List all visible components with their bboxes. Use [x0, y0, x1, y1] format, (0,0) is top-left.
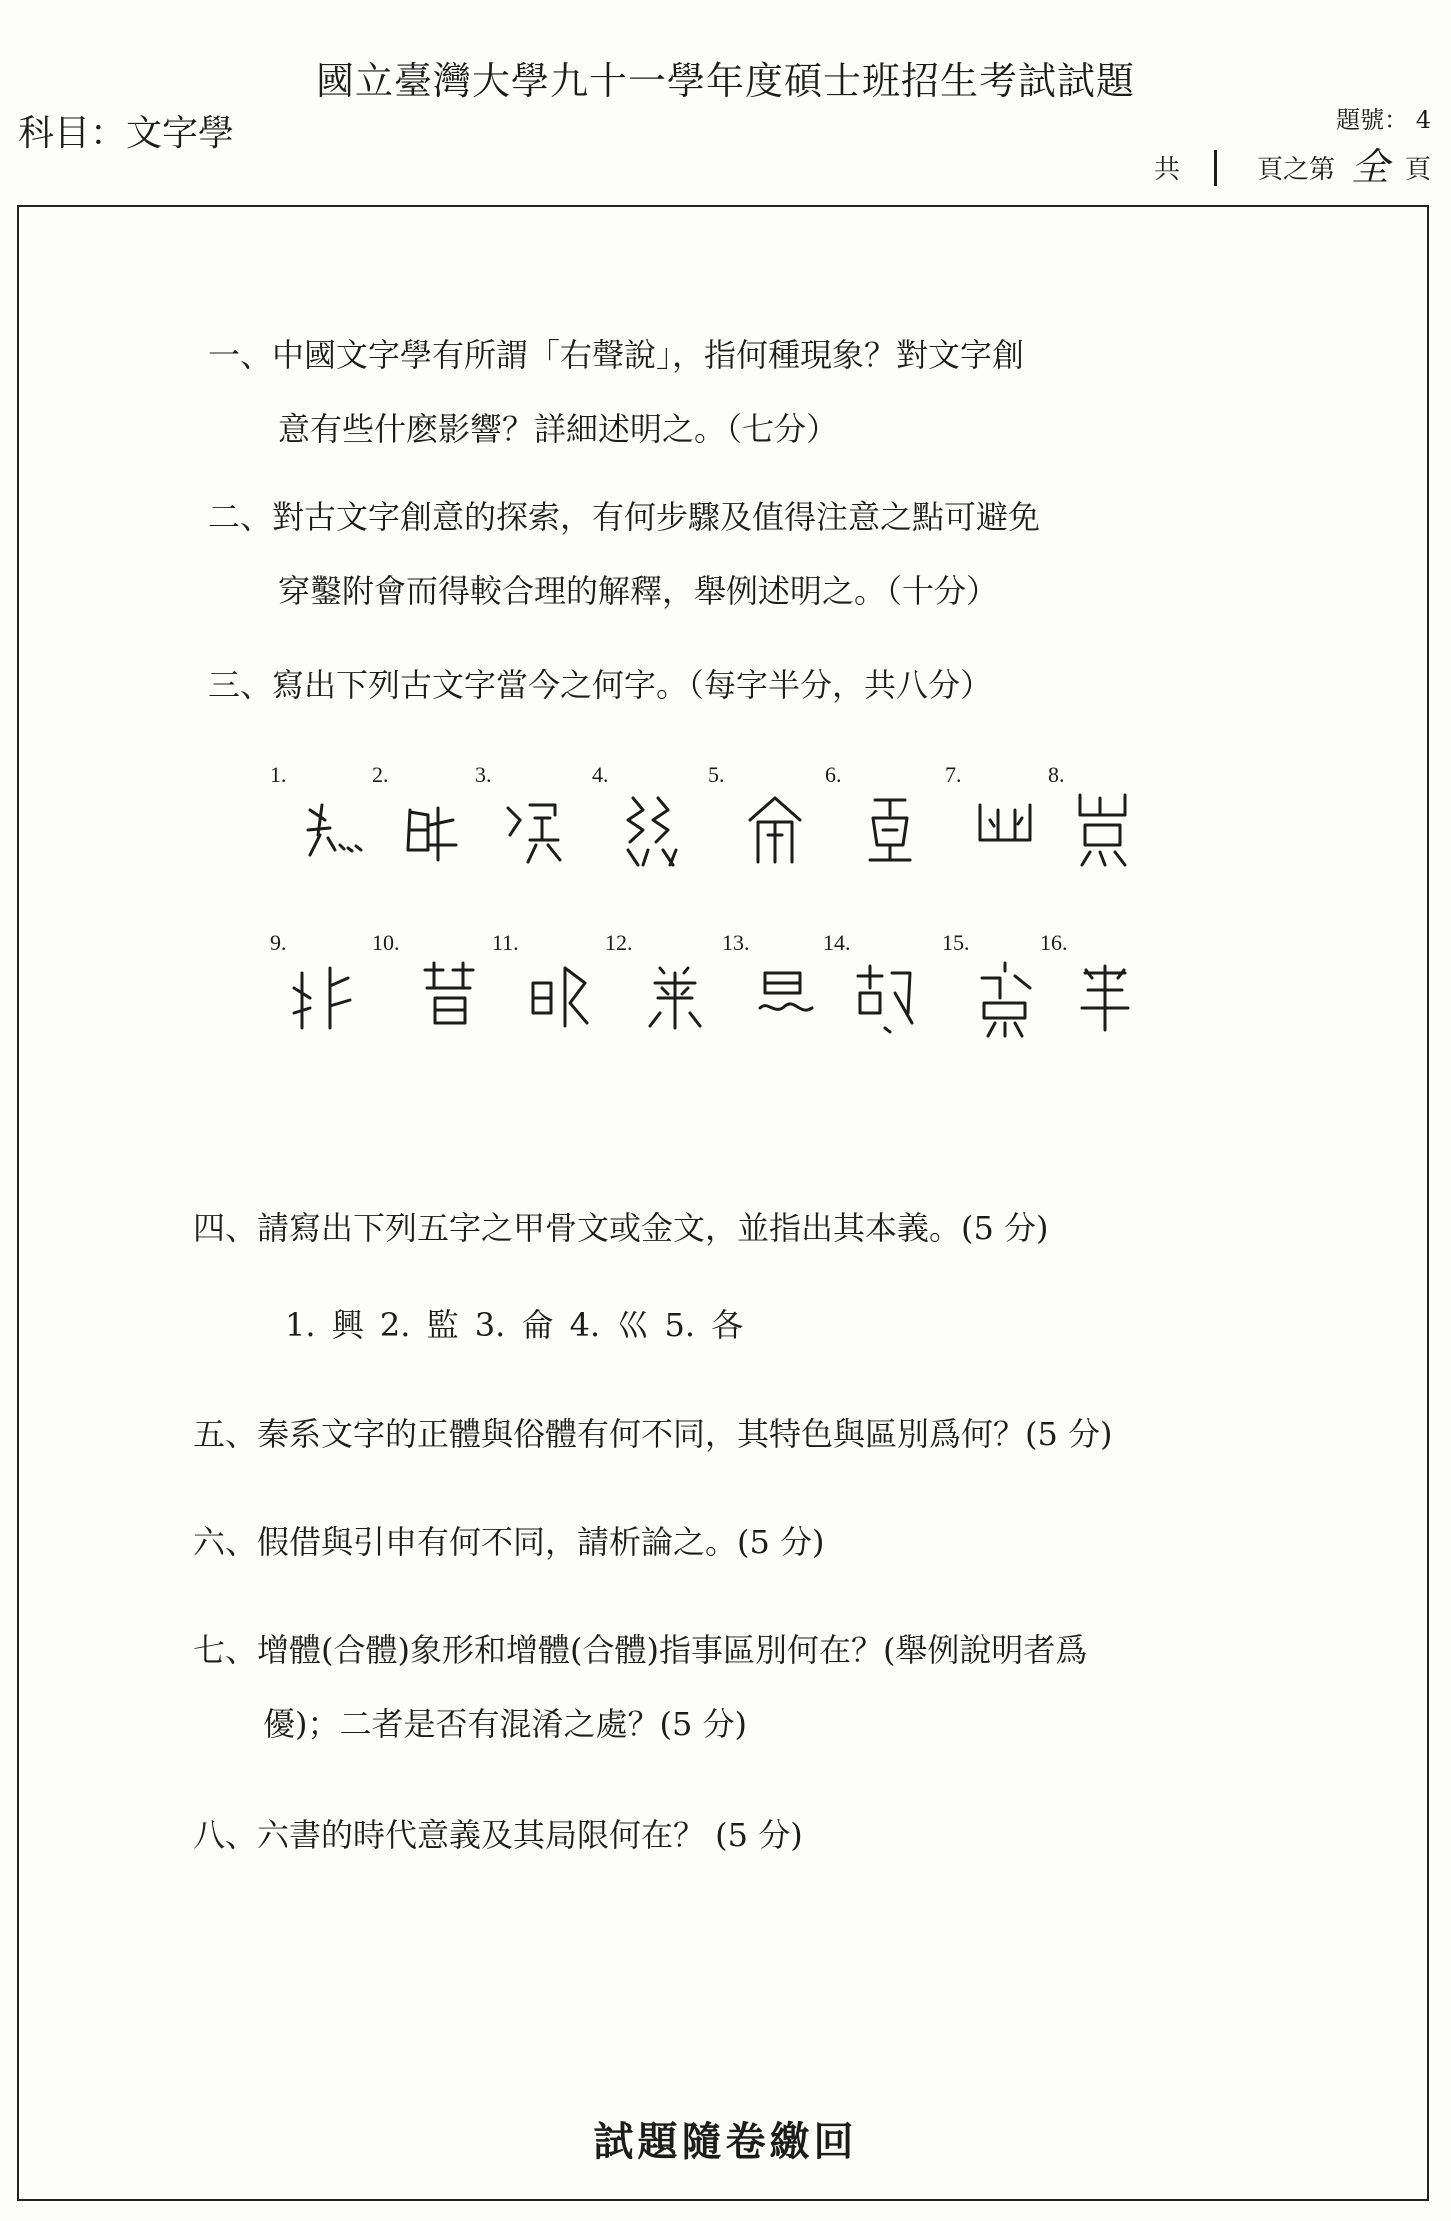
question-7-line-1: 七、增體(合體)象形和增體(合體)指事區別何在？(舉例說明者爲 — [193, 1631, 1088, 1669]
glyph-label: 2. — [372, 762, 389, 787]
ancient-glyph-9 — [290, 958, 360, 1038]
question-7 — [193, 1630, 1087, 1744]
question-4-line-1: 四、請寫出下列五字之甲骨文或金文，並指出其本義。(5 分) — [193, 1209, 1049, 1247]
question-6 — [193, 1522, 825, 1562]
question-number — [1336, 100, 1431, 135]
glyph-label: 11. — [492, 930, 519, 955]
glyph-label: 10. — [372, 930, 400, 955]
question-5 — [193, 1414, 1113, 1454]
page-end-label: 頁 — [1404, 155, 1431, 185]
question-4 — [193, 1208, 1049, 1248]
ancient-glyph-10 — [415, 958, 485, 1038]
ancient-glyph-16 — [1070, 958, 1140, 1038]
question-number-value: 4 — [1415, 106, 1431, 134]
question-3-line-1: 三、寫出下列古文字當今之何字。（每字半分，共八分） — [208, 666, 993, 704]
glyph-label: 13. — [722, 930, 750, 955]
question-2-line-1: 二、對古文字創意的探索，有何步驟及值得注意之點可避免 — [208, 498, 1041, 536]
question-2-line-2: 穿鑿附會而得較合理的解釋，舉例述明之。（十分） — [278, 572, 999, 610]
question-1 — [208, 335, 1024, 449]
question-1-line-1: 一、中國文字學有所謂「右聲說」，指何種現象？對文字創 — [208, 336, 1025, 374]
ancient-glyph-7 — [970, 790, 1040, 870]
glyph-label: 16. — [1040, 930, 1068, 955]
ancient-glyph-1 — [300, 790, 370, 870]
question-number-label: 題號： — [1336, 106, 1409, 134]
question-5-line-1: 五、秦系文字的正體與俗體有何不同，其特色與區別爲何？(5 分) — [193, 1415, 1113, 1453]
page-total-label: 共 — [1153, 155, 1180, 185]
ancient-glyph-14 — [850, 958, 920, 1038]
handwritten-one-mark — [1214, 150, 1217, 186]
glyph-label: 1. — [270, 762, 287, 787]
glyph-label: 6. — [825, 762, 842, 787]
ancient-glyph-15 — [970, 958, 1040, 1038]
ancient-glyph-5 — [740, 790, 810, 870]
page-mid-label: 頁之第 — [1256, 155, 1335, 185]
glyph-row-1 — [270, 762, 1270, 882]
glyph-label: 14. — [823, 930, 851, 955]
ancient-glyph-2 — [398, 790, 468, 870]
ancient-glyph-12 — [640, 958, 710, 1038]
ancient-glyph-11 — [525, 958, 595, 1038]
page-info — [1153, 145, 1431, 189]
glyph-row-2 — [270, 930, 1270, 1050]
question-8 — [193, 1815, 803, 1855]
question-8-line-1: 八、六書的時代意義及其局限何在？ (5 分) — [193, 1816, 803, 1854]
glyph-label: 7. — [945, 762, 962, 787]
glyph-label: 9. — [270, 930, 287, 955]
glyph-label: 8. — [1048, 762, 1065, 787]
exam-title: 國立臺灣大學九十一學年度碩士班招生考試試題 — [315, 59, 1135, 103]
page-current-handwritten: 全 — [1350, 145, 1389, 189]
glyph-label: 12. — [605, 930, 633, 955]
glyph-label: 3. — [475, 762, 492, 787]
question-7-line-2: 優)；二者是否有混淆之處？(5 分) — [263, 1705, 747, 1743]
glyph-label: 4. — [592, 762, 609, 787]
ancient-glyph-3 — [500, 790, 570, 870]
glyph-label: 15. — [942, 930, 970, 955]
question-2 — [208, 497, 1040, 611]
glyph-label: 5. — [708, 762, 725, 787]
question-1-line-2: 意有些什麽影響？詳細述明之。（七分） — [278, 410, 839, 448]
question-3 — [208, 665, 992, 705]
footer-note: 試題隨卷繳回 — [593, 2118, 858, 2165]
ancient-glyph-13 — [750, 958, 820, 1038]
ancient-glyph-6 — [855, 790, 925, 870]
question-4-characters: 1. 興 2. 監 3. 侖 4. 巛 5. 各 — [285, 1306, 744, 1344]
ancient-glyph-8 — [1070, 790, 1140, 870]
subject-label: 科目：文字學 — [18, 113, 235, 154]
question-6-line-1: 六、假借與引申有何不同，請析論之。(5 分) — [193, 1523, 825, 1561]
ancient-glyph-4 — [618, 790, 688, 870]
